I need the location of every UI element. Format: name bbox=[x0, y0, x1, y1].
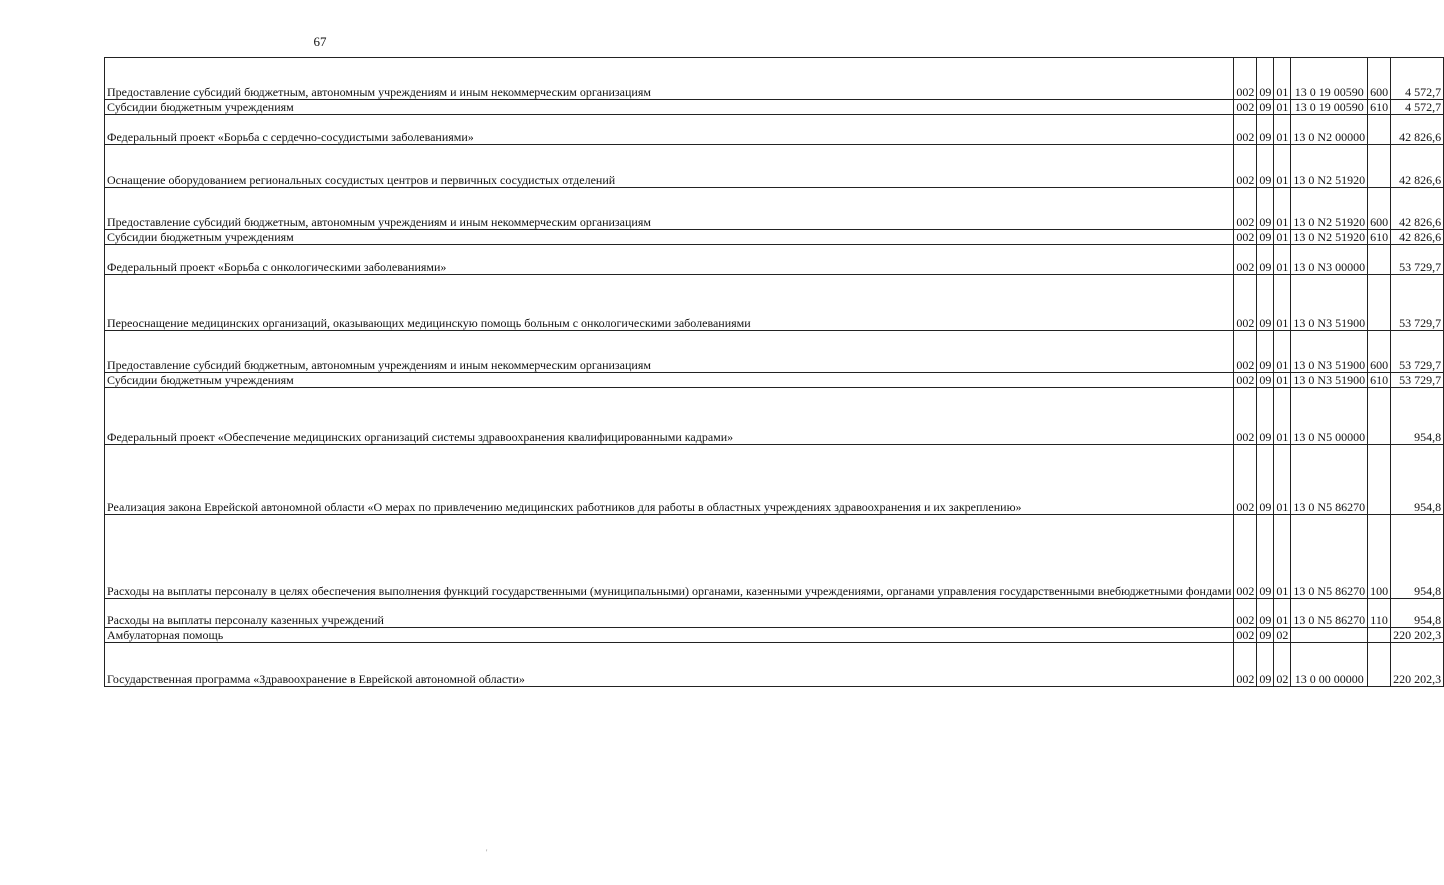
cell-expense-type: 600 bbox=[1368, 188, 1391, 230]
cell-target-code: 13 0 N5 86270 bbox=[1291, 599, 1368, 628]
cell-name: Федеральный проект «Борьба с онкологическими заболеваниями» bbox=[105, 245, 1234, 275]
cell-ministry-code: 002 bbox=[1234, 188, 1257, 230]
table-row bbox=[105, 599, 1444, 628]
cell-ministry-code: 002 bbox=[1234, 445, 1257, 515]
cell-ministry-code: 002 bbox=[1234, 643, 1257, 687]
cell-expense-type: 610 bbox=[1368, 373, 1391, 388]
cell-section-code: 09 bbox=[1257, 275, 1274, 331]
budget-table bbox=[104, 57, 1444, 687]
cell-amount: 4 572,7 bbox=[1391, 58, 1444, 100]
cell-ministry-code: 002 bbox=[1234, 373, 1257, 388]
table-row bbox=[105, 331, 1444, 373]
table-row bbox=[105, 100, 1444, 115]
cell-section-code: 09 bbox=[1257, 58, 1274, 100]
cell-expense-type bbox=[1368, 643, 1391, 687]
cell-section-code: 09 bbox=[1257, 388, 1274, 445]
cell-expense-type bbox=[1368, 445, 1391, 515]
cell-target-code: 13 0 19 00590 bbox=[1291, 100, 1368, 115]
cell-target-code: 13 0 00 00000 bbox=[1291, 643, 1368, 687]
cell-name: Амбулаторная помощь bbox=[105, 628, 1234, 643]
cell-amount: 42 826,6 bbox=[1391, 188, 1444, 230]
cell-section-code: 09 bbox=[1257, 445, 1274, 515]
cell-expense-type bbox=[1368, 628, 1391, 643]
cell-name: Федеральный проект «Борьба с сердечно-сосудистыми заболеваниями» bbox=[105, 115, 1234, 145]
cell-section-code: 09 bbox=[1257, 230, 1274, 245]
cell-subsection-code: 02 bbox=[1274, 628, 1291, 643]
cell-amount: 42 826,6 bbox=[1391, 230, 1444, 245]
table-row bbox=[105, 515, 1444, 599]
table-row bbox=[105, 230, 1444, 245]
cell-expense-type: 610 bbox=[1368, 100, 1391, 115]
table-row bbox=[105, 245, 1444, 275]
cell-name: Федеральный проект «Обеспечение медицинских организаций системы здравоохранения квалифицированными кадрами» bbox=[105, 388, 1234, 445]
cell-name: Расходы на выплаты персоналу в целях обеспечения выполнения функций государственными (муниципальными) органами, казенными учреждениями, органами управления государственными внебюджетными фондами bbox=[105, 515, 1234, 599]
cell-subsection-code: 01 bbox=[1274, 445, 1291, 515]
cell-subsection-code: 01 bbox=[1274, 58, 1291, 100]
cell-section-code: 09 bbox=[1257, 643, 1274, 687]
cell-subsection-code: 01 bbox=[1274, 100, 1291, 115]
footer-mark: ' bbox=[486, 848, 488, 857]
cell-name: Государственная программа «Здравоохранение в Еврейской автономной области» bbox=[105, 643, 1234, 687]
cell-subsection-code: 01 bbox=[1274, 115, 1291, 145]
cell-target-code: 13 0 N2 51920 bbox=[1291, 188, 1368, 230]
cell-expense-type: 600 bbox=[1368, 331, 1391, 373]
cell-target-code: 13 0 N3 00000 bbox=[1291, 245, 1368, 275]
cell-name: Предоставление субсидий бюджетным, автономным учреждениям и иным некоммерческим организациям bbox=[105, 188, 1234, 230]
cell-section-code: 09 bbox=[1257, 331, 1274, 373]
cell-subsection-code: 02 bbox=[1274, 643, 1291, 687]
page-number: 67 bbox=[313, 34, 327, 49]
cell-expense-type bbox=[1368, 145, 1391, 188]
cell-name: Субсидии бюджетным учреждениям bbox=[105, 100, 1234, 115]
cell-ministry-code: 002 bbox=[1234, 230, 1257, 245]
cell-name: Расходы на выплаты персоналу казенных учреждений bbox=[105, 599, 1234, 628]
cell-ministry-code: 002 bbox=[1234, 331, 1257, 373]
cell-target-code: 13 0 N3 51900 bbox=[1291, 373, 1368, 388]
cell-target-code: 13 0 19 00590 bbox=[1291, 58, 1368, 100]
cell-subsection-code: 01 bbox=[1274, 188, 1291, 230]
cell-name: Переоснащение медицинских организаций, оказывающих медицинскую помощь больным с онкологическими заболеваниями bbox=[105, 275, 1234, 331]
cell-name: Оснащение оборудованием региональных сосудистых центров и первичных сосудистых отделений bbox=[105, 145, 1234, 188]
cell-ministry-code: 002 bbox=[1234, 58, 1257, 100]
cell-expense-type bbox=[1368, 115, 1391, 145]
cell-ministry-code: 002 bbox=[1234, 388, 1257, 445]
cell-ministry-code: 002 bbox=[1234, 145, 1257, 188]
cell-expense-type: 100 bbox=[1368, 515, 1391, 599]
table-row bbox=[105, 115, 1444, 145]
cell-expense-type: 110 bbox=[1368, 599, 1391, 628]
table-row bbox=[105, 188, 1444, 230]
cell-name: Реализация закона Еврейской автономной области «О мерах по привлечению медицинских работников для работы в областных учреждениях здравоохранения и их закреплению» bbox=[105, 445, 1234, 515]
cell-section-code: 09 bbox=[1257, 515, 1274, 599]
cell-expense-type: 610 bbox=[1368, 230, 1391, 245]
cell-ministry-code: 002 bbox=[1234, 515, 1257, 599]
cell-subsection-code: 01 bbox=[1274, 230, 1291, 245]
cell-subsection-code: 01 bbox=[1274, 599, 1291, 628]
cell-amount: 220 202,3 bbox=[1391, 643, 1444, 687]
table-row bbox=[105, 275, 1444, 331]
cell-expense-type: 600 bbox=[1368, 58, 1391, 100]
cell-target-code: 13 0 N2 51920 bbox=[1291, 145, 1368, 188]
table-row bbox=[105, 373, 1444, 388]
cell-amount: 954,8 bbox=[1391, 515, 1444, 599]
cell-amount: 954,8 bbox=[1391, 599, 1444, 628]
table-row bbox=[105, 145, 1444, 188]
cell-target-code: 13 0 N3 51900 bbox=[1291, 275, 1368, 331]
cell-target-code: 13 0 N2 00000 bbox=[1291, 115, 1368, 145]
cell-target-code: 13 0 N3 51900 bbox=[1291, 331, 1368, 373]
cell-target-code bbox=[1291, 628, 1368, 643]
cell-amount: 53 729,7 bbox=[1391, 331, 1444, 373]
table-row bbox=[105, 643, 1444, 687]
cell-amount: 954,8 bbox=[1391, 388, 1444, 445]
cell-target-code: 13 0 N2 51920 bbox=[1291, 230, 1368, 245]
cell-subsection-code: 01 bbox=[1274, 145, 1291, 188]
cell-ministry-code: 002 bbox=[1234, 115, 1257, 145]
cell-amount: 42 826,6 bbox=[1391, 115, 1444, 145]
cell-amount: 53 729,7 bbox=[1391, 373, 1444, 388]
cell-expense-type bbox=[1368, 245, 1391, 275]
cell-subsection-code: 01 bbox=[1274, 373, 1291, 388]
cell-section-code: 09 bbox=[1257, 145, 1274, 188]
cell-target-code: 13 0 N5 86270 bbox=[1291, 515, 1368, 599]
table-row bbox=[105, 388, 1444, 445]
cell-amount: 954,8 bbox=[1391, 445, 1444, 515]
cell-section-code: 09 bbox=[1257, 245, 1274, 275]
cell-ministry-code: 002 bbox=[1234, 245, 1257, 275]
cell-subsection-code: 01 bbox=[1274, 245, 1291, 275]
cell-amount: 4 572,7 bbox=[1391, 100, 1444, 115]
table-row bbox=[105, 58, 1444, 100]
cell-section-code: 09 bbox=[1257, 188, 1274, 230]
table-row bbox=[105, 445, 1444, 515]
cell-ministry-code: 002 bbox=[1234, 599, 1257, 628]
cell-subsection-code: 01 bbox=[1274, 515, 1291, 599]
table-row bbox=[105, 628, 1444, 643]
cell-target-code: 13 0 N5 86270 bbox=[1291, 445, 1368, 515]
cell-amount: 53 729,7 bbox=[1391, 275, 1444, 331]
cell-target-code: 13 0 N5 00000 bbox=[1291, 388, 1368, 445]
cell-amount: 220 202,3 bbox=[1391, 628, 1444, 643]
cell-name: Предоставление субсидий бюджетным, автономным учреждениям и иным некоммерческим организациям bbox=[105, 58, 1234, 100]
budget-table-body bbox=[105, 58, 1444, 687]
cell-name: Предоставление субсидий бюджетным, автономным учреждениям и иным некоммерческим организациям bbox=[105, 331, 1234, 373]
cell-name: Субсидии бюджетным учреждениям bbox=[105, 230, 1234, 245]
cell-section-code: 09 bbox=[1257, 628, 1274, 643]
cell-subsection-code: 01 bbox=[1274, 388, 1291, 445]
cell-section-code: 09 bbox=[1257, 115, 1274, 145]
cell-subsection-code: 01 bbox=[1274, 331, 1291, 373]
cell-ministry-code: 002 bbox=[1234, 100, 1257, 115]
cell-ministry-code: 002 bbox=[1234, 628, 1257, 643]
cell-section-code: 09 bbox=[1257, 373, 1274, 388]
cell-section-code: 09 bbox=[1257, 599, 1274, 628]
cell-expense-type bbox=[1368, 388, 1391, 445]
cell-ministry-code: 002 bbox=[1234, 275, 1257, 331]
cell-section-code: 09 bbox=[1257, 100, 1274, 115]
cell-amount: 42 826,6 bbox=[1391, 145, 1444, 188]
cell-name: Субсидии бюджетным учреждениям bbox=[105, 373, 1234, 388]
cell-expense-type bbox=[1368, 275, 1391, 331]
cell-amount: 53 729,7 bbox=[1391, 245, 1444, 275]
cell-subsection-code: 01 bbox=[1274, 275, 1291, 331]
